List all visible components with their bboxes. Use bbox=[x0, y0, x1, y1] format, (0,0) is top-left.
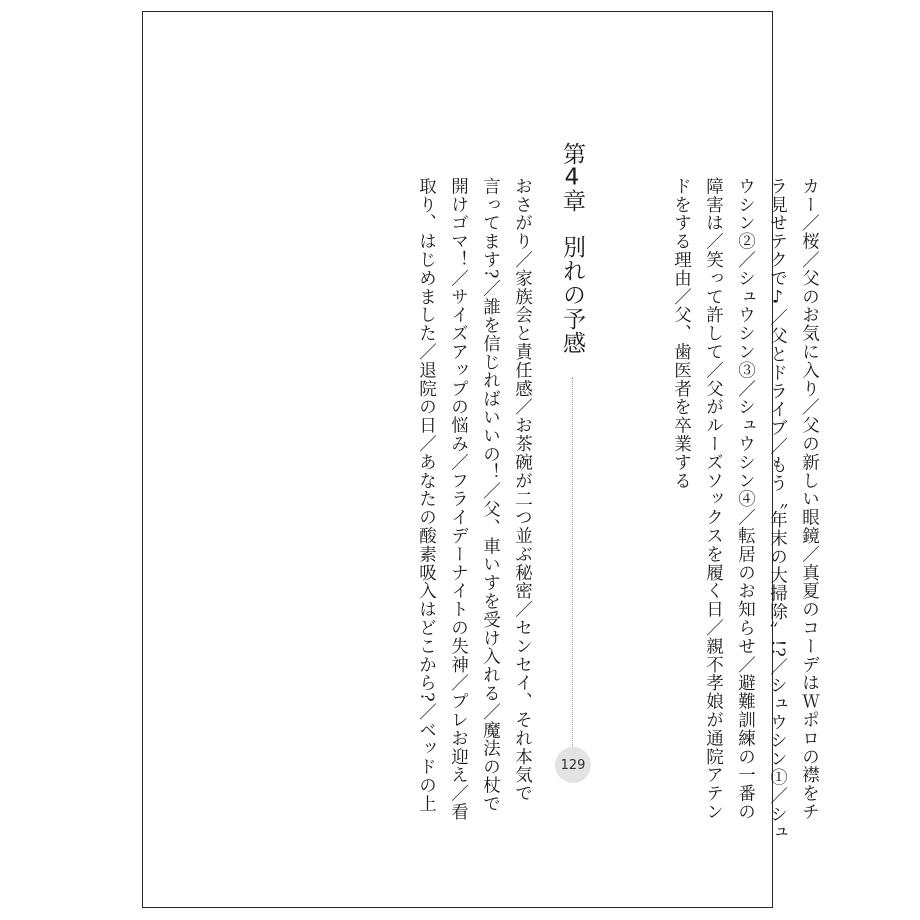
dotted-leader bbox=[572, 377, 573, 747]
toc-line: ドをする理由／父、歯医者を卒業する bbox=[671, 177, 692, 490]
toc-line: 取り、はじめました／退院の日／あなたの酸素吸入はどこから?／ベッドの上 bbox=[416, 177, 437, 813]
toc-line: おさがり／家族会と責任感／お茶碗が二つ並ぶ秘密／センセイ、それ本気で bbox=[512, 177, 533, 803]
chapter-label-suffix: 章 bbox=[559, 189, 585, 213]
page-number-badge bbox=[555, 747, 591, 783]
book-page bbox=[142, 11, 820, 908]
chapter-label-prefix: 第 bbox=[559, 142, 585, 166]
chapter-heading bbox=[560, 142, 583, 355]
chapter-title: 別れの予感 bbox=[559, 235, 585, 355]
toc-line: ラ見せテクで♪／父とドライブ／もう〝年末の大掃除〟!?／シュウシン①／シュ bbox=[767, 177, 788, 842]
toc-line: 言ってます?／誰を信じればいいの！／父、車いすを受け入れる／魔法の杖で bbox=[480, 177, 501, 813]
page-number: 129 bbox=[560, 757, 586, 773]
toc-line: 開けゴマ！／サイズアップの悩み／フライデーナイトの失神／プレお迎え／看 bbox=[448, 177, 469, 821]
chapter-number: 4 bbox=[564, 166, 580, 189]
toc-line: カー／桜／父のお気に入り／父の新しい眼鏡／真夏のコーデはＷポロの襟をチ bbox=[799, 177, 820, 821]
toc-line: 障害は／笑って許して／父がルーズソックスを履く日／親不孝娘が通院アテン bbox=[703, 177, 724, 821]
toc-line: ウシン②／シュウシン③／シュウシン④／転居のお知らせ／避難訓練の一番の bbox=[735, 177, 756, 821]
